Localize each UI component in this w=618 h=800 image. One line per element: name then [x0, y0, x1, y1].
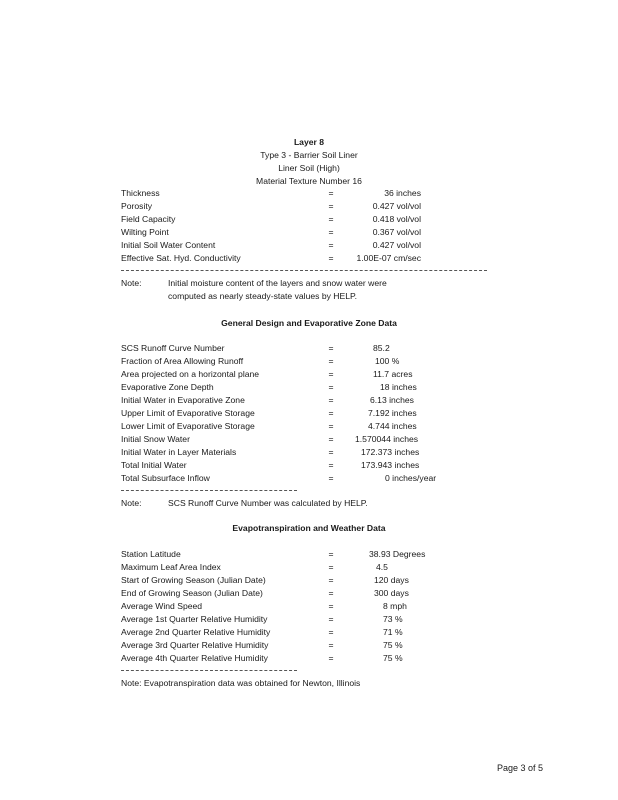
design-label: Initial Snow Water — [121, 434, 190, 444]
design-eq: = — [328, 356, 334, 366]
design-label: Lower Limit of Evaporative Storage — [121, 421, 255, 431]
prop-label: Effective Sat. Hyd. Conductivity — [121, 253, 241, 263]
design-value: 7.192 inches — [368, 408, 417, 418]
evapo-row — [121, 639, 591, 652]
design-value: 18 inches — [380, 382, 417, 392]
section-divider — [121, 270, 487, 272]
evapo-value: 38.93 Degrees — [369, 549, 426, 559]
layer-prop-row — [121, 239, 591, 252]
design-value: 11.7 acres — [373, 369, 413, 379]
prop-label: Porosity — [121, 201, 153, 211]
prop-value: 1.00E-07 cm/sec — [356, 253, 421, 263]
design-label: Initial Water in Evaporative Zone — [121, 395, 245, 405]
design-row — [121, 381, 591, 394]
design-label: Total Initial Water — [121, 460, 187, 470]
design-label: Area projected on a horizontal plane — [121, 369, 260, 379]
design-value: 0 inches/year — [385, 473, 437, 483]
design-row — [121, 446, 591, 459]
evapo-value: 8 mph — [383, 601, 407, 611]
evapo-row — [121, 574, 591, 587]
design-label: Upper Limit of Evaporative Storage — [121, 408, 255, 418]
design-eq: = — [328, 343, 334, 353]
design-value: 1.570044 inches — [355, 434, 419, 444]
evapo-row — [121, 652, 591, 665]
design-row — [121, 368, 591, 381]
design-row — [121, 407, 591, 420]
evapo-row — [121, 626, 591, 639]
design-section-title: General Design and Evaporative Zone Data — [221, 318, 397, 328]
layer-type: Type 3 - Barrier Soil Liner — [260, 150, 358, 160]
design-eq: = — [328, 460, 334, 470]
design-value: 85.2 — [373, 343, 390, 353]
layer-note — [121, 277, 591, 303]
prop-value: 0.418 vol/vol — [372, 214, 421, 224]
evapo-row — [121, 613, 591, 626]
evapo-eq: = — [328, 588, 334, 598]
evapo-eq: = — [328, 562, 334, 572]
prop-eq: = — [328, 240, 334, 250]
page-number: Page 3 of 5 — [496, 763, 543, 773]
section-divider — [121, 670, 297, 672]
design-label: SCS Runoff Curve Number — [121, 343, 225, 353]
layer-prop-row — [121, 226, 591, 239]
note-text: computed as nearly steady-state values by HELP. — [168, 291, 358, 301]
note-text: Note: Evapotranspiration data was obtained for Newton, Illinois — [121, 678, 361, 688]
prop-eq: = — [328, 253, 334, 263]
evapo-row — [121, 587, 591, 600]
note-text: Initial moisture content of the layers and snow water were — [168, 278, 387, 288]
design-note — [121, 497, 591, 510]
design-row — [121, 355, 591, 368]
evapo-value: 75 % — [383, 640, 403, 650]
design-eq: = — [328, 382, 334, 392]
evapo-label: Average 1st Quarter Relative Humidity — [121, 614, 268, 624]
design-label: Evaporative Zone Depth — [121, 382, 214, 392]
prop-eq: = — [328, 214, 334, 224]
evapo-value: 75 % — [383, 653, 403, 663]
prop-eq: = — [328, 188, 334, 198]
evapo-section-title: Evapotranspiration and Weather Data — [232, 523, 386, 533]
prop-label: Wilting Point — [121, 227, 169, 237]
evapo-label: Station Latitude — [121, 549, 181, 559]
evapo-eq: = — [328, 549, 334, 559]
design-label: Initial Water in Layer Materials — [121, 447, 237, 457]
evapo-label: Maximum Leaf Area Index — [121, 562, 221, 572]
design-value: 100 % — [375, 356, 400, 366]
design-value: 4.744 inches — [368, 421, 417, 431]
prop-value: 36 inches — [384, 188, 421, 198]
design-label: Total Subsurface Inflow — [121, 473, 210, 483]
evapo-value: 71 % — [383, 627, 403, 637]
prop-value: 0.367 vol/vol — [372, 227, 421, 237]
evapo-row — [121, 600, 591, 613]
evapo-eq: = — [328, 575, 334, 585]
prop-value: 0.427 vol/vol — [372, 201, 421, 211]
layer-subtype: Liner Soil (High) — [278, 163, 340, 173]
design-eq: = — [328, 434, 334, 444]
design-row — [121, 433, 591, 446]
evapo-eq: = — [328, 627, 334, 637]
layer-prop-row — [121, 213, 591, 226]
evapo-label: Average 2nd Quarter Relative Humidity — [121, 627, 271, 637]
layer-title: Layer 8 — [293, 137, 325, 147]
design-eq: = — [328, 421, 334, 431]
evapo-eq: = — [328, 614, 334, 624]
layer-prop-row — [121, 252, 591, 265]
design-eq: = — [328, 369, 334, 379]
prop-label: Field Capacity — [121, 214, 176, 224]
layer-texture: Material Texture Number 16 — [256, 176, 362, 186]
evapo-value: 120 days — [374, 575, 409, 585]
design-eq: = — [328, 408, 334, 418]
note-label: Note: — [121, 498, 142, 508]
design-value: 172.373 inches — [361, 447, 420, 457]
prop-label: Initial Soil Water Content — [121, 240, 216, 250]
design-value: 173.943 inches — [361, 460, 420, 470]
design-eq: = — [328, 395, 334, 405]
evapo-eq: = — [328, 653, 334, 663]
evapo-value: 73 % — [383, 614, 403, 624]
evapo-row — [121, 561, 591, 574]
evapo-label: End of Growing Season (Julian Date) — [121, 588, 263, 598]
section-divider — [121, 490, 297, 492]
evapo-eq: = — [328, 640, 334, 650]
prop-value: 0.427 vol/vol — [372, 240, 421, 250]
design-row — [121, 420, 591, 433]
evapo-label: Average 4th Quarter Relative Humidity — [121, 653, 268, 663]
evapo-row — [121, 548, 591, 561]
evapo-value: 300 days — [374, 588, 409, 598]
design-row — [121, 342, 591, 355]
evapo-label: Average 3rd Quarter Relative Humidity — [121, 640, 269, 650]
evapo-eq: = — [328, 601, 334, 611]
note-label: Note: — [121, 278, 142, 288]
evapo-note — [121, 677, 591, 690]
prop-eq: = — [328, 227, 334, 237]
prop-eq: = — [328, 201, 334, 211]
layer-prop-row — [121, 187, 591, 200]
design-row — [121, 394, 591, 407]
design-label: Fraction of Area Allowing Runoff — [121, 356, 244, 366]
design-row — [121, 472, 591, 485]
design-eq: = — [328, 447, 334, 457]
prop-label: Thickness — [121, 188, 160, 198]
evapo-value: 4.5 — [376, 562, 388, 572]
layer-prop-row — [121, 200, 591, 213]
design-value: 6.13 inches — [370, 395, 414, 405]
evapo-label: Average Wind Speed — [121, 601, 203, 611]
note-text: SCS Runoff Curve Number was calculated by HELP. — [168, 498, 368, 508]
design-eq: = — [328, 473, 334, 483]
evapo-label: Start of Growing Season (Julian Date) — [121, 575, 266, 585]
design-row — [121, 459, 591, 472]
